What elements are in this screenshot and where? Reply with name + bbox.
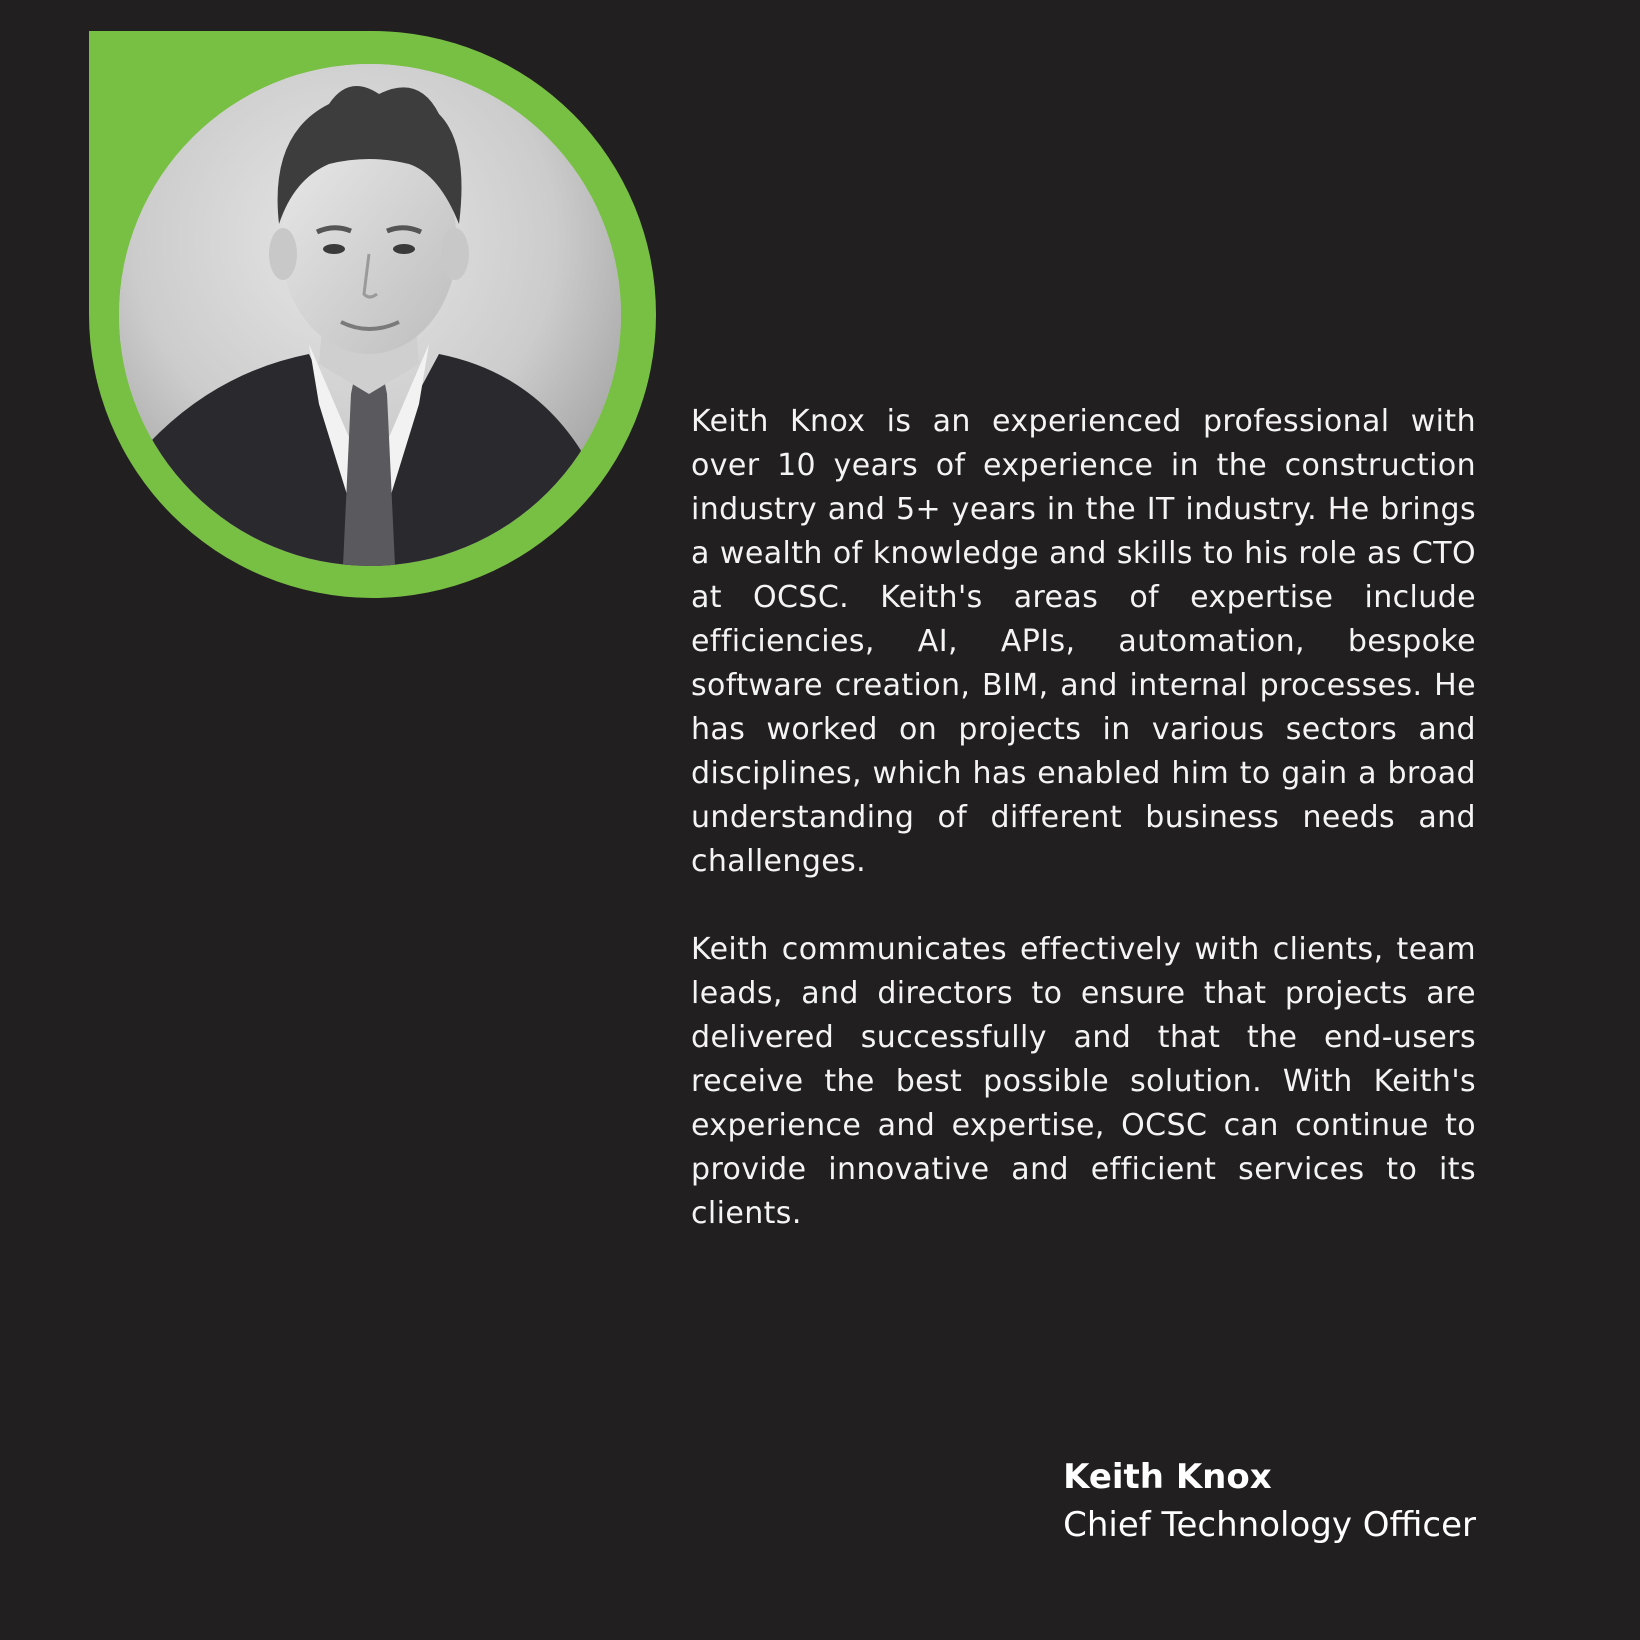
bio-paragraph-1: Keith Knox is an experienced professional with over 10 years of experience in the construction industry and 5+ years in the IT industry. He brings a wealth of knowledge and skills to his role as CTO at OCSC. Keith's areas of expertise include efficiencies, AI, APIs, automation, bespoke software creation, BIM, and internal processes. He has worked on projects in various sectors and disciplines, which has enabled him to gain a broad understanding of different business needs and challenges.	[691, 404, 1476, 879]
bio-section	[691, 400, 1476, 1280]
bio-paragraph-2: Keith communicates effectively with clients, team leads, and directors to ensure that projects are delivered successfully and that the end-users receive the best possible solution. With Keith's experience and expertise, OCSC can continue to provide innovative and efficient services to its clients.	[691, 932, 1476, 1231]
signature-name: Keith Knox	[1063, 1457, 1272, 1497]
profile-photo	[119, 64, 621, 566]
signature-title: Chief Technology Officer	[1063, 1505, 1476, 1545]
photo-frame	[89, 31, 656, 598]
signature-block	[1063, 1455, 1476, 1551]
